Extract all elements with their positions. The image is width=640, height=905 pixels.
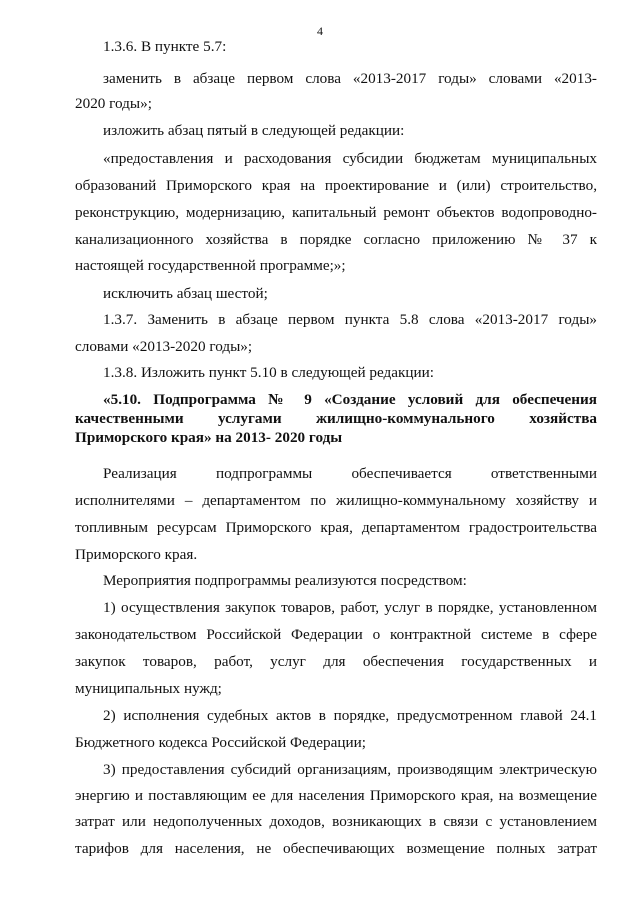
text-line: 2020 годы»; (75, 95, 152, 112)
page-number: 4 (317, 24, 323, 38)
text-line: 2) исполнения судебных актов в порядке, предусмотренном главой 24.1 (103, 707, 597, 724)
text-line: закупок товаров, работ, услуг для обеспечения государственных и (75, 653, 597, 670)
text-line: «предоставления и расходования субсидии бюджетам муниципальных (103, 150, 597, 167)
text-line: Реализация подпрограммы обеспечивается ответственными (103, 465, 597, 482)
text-line: законодательством Российской Федерации о контрактной системе в сфере (75, 626, 597, 643)
text-line: энергию и поставляющим ее для населения Приморского края, на возмещение (75, 787, 597, 804)
text-line: Приморского края. (75, 546, 198, 563)
text-line: затрат или недополученных доходов, возникающих в связи с установлением (75, 813, 597, 830)
text-line: настоящей государственной программе;»; (75, 257, 346, 274)
text-line: изложить абзац пятый в следующей редакции: (103, 122, 405, 139)
text-line: Бюджетного кодекса Российской Федерации; (75, 734, 366, 751)
text-line: топливным ресурсам Приморского края, департаментом градостроительства (75, 519, 597, 536)
text-line: 1.3.6. В пункте 5.7: (103, 38, 227, 55)
text-line: Мероприятия подпрограммы реализуются посредством: (103, 572, 467, 589)
section-heading-line: Приморского края» на 2013- 2020 годы (75, 429, 343, 446)
text-line: 1.3.8. Изложить пункт 5.10 в следующей редакции: (103, 364, 434, 381)
text-line: образований Приморского края на проектирование и (или) строительство, (75, 177, 597, 194)
text-line: 1.3.7. Заменить в абзаце первом пункта 5.8 слова «2013-2017 годы» (103, 311, 597, 328)
text-line: тарифов для населения, не обеспечивающих возмещение полных затрат (75, 840, 597, 857)
section-heading-line: «5.10. Подпрограмма № 9 «Создание условий для обеспечения (103, 391, 597, 408)
text-line: исключить абзац шестой; (103, 285, 268, 302)
text-line: словами «2013-2020 годы»; (75, 338, 253, 355)
section-heading-line: качественными услугами жилищно-коммунального хозяйства (75, 410, 597, 427)
text-line: 1) осуществления закупок товаров, работ, услуг в порядке, установленном (103, 599, 597, 616)
document-body (75, 38, 597, 857)
text-line: канализационного хозяйства в порядке согласно приложению № 37 к (75, 231, 597, 248)
text-line: муниципальных нужд; (75, 680, 222, 697)
text-line: исполнителями – департаментом по жилищно-коммунальному хозяйству и (75, 492, 597, 509)
text-line: 3) предоставления субсидий организациям, производящим электрическую (103, 761, 597, 778)
text-line: реконструкцию, модернизацию, капитальный ремонт объектов водопроводно- (75, 204, 597, 221)
text-line: заменить в абзаце первом слова «2013-2017 годы» словами «2013- (103, 70, 597, 87)
